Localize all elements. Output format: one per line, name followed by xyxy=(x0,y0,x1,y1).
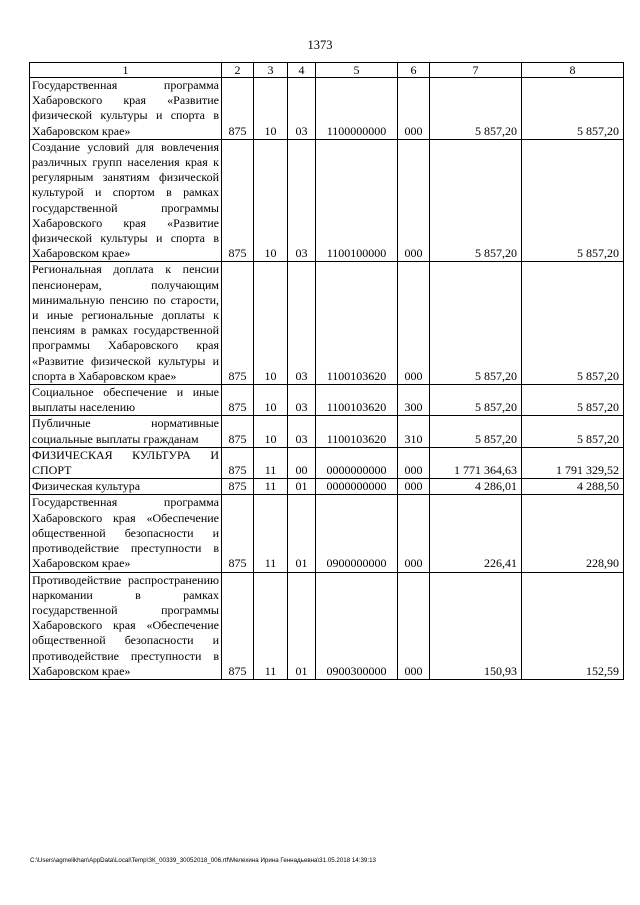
table-row xyxy=(30,479,624,495)
file-path-footer: C:\Users\agmelikhan\AppData\Local\Temp\ЗК_00339_30052018_006.rtf\Мелехина Ирина Геннадьевна\31.05.2018 14:39:13 xyxy=(30,857,376,864)
cell-target-code: 1100100000 xyxy=(316,139,398,262)
cell-target-code: 0900300000 xyxy=(316,572,398,679)
cell-amount-2: 5 857,20 xyxy=(522,385,624,416)
cell-amount-1: 4 286,01 xyxy=(430,479,522,495)
cell-amount-1: 5 857,20 xyxy=(430,385,522,416)
table-row xyxy=(30,139,624,262)
table-row xyxy=(30,495,624,572)
cell-section: 10 xyxy=(254,385,288,416)
cell-amount-1: 226,41 xyxy=(430,495,522,572)
col-header: 8 xyxy=(522,63,624,78)
row-name: Государственная программа Хабаровского края «Обеспечение общественной безопасности и противодействие преступности в Хабаровском крае» xyxy=(30,495,222,572)
col-header: 1 xyxy=(30,63,222,78)
row-name: Государственная программа Хабаровского края «Развитие физической культуры и спорта в Хабаровском крае» xyxy=(30,78,222,140)
cell-amount-2: 1 791 329,52 xyxy=(522,447,624,478)
cell-section: 11 xyxy=(254,572,288,679)
table-row xyxy=(30,262,624,385)
col-header: 6 xyxy=(398,63,430,78)
cell-target-code: 1100103620 xyxy=(316,385,398,416)
col-header: 3 xyxy=(254,63,288,78)
cell-target-code: 1100000000 xyxy=(316,78,398,140)
cell-target-code: 1100103620 xyxy=(316,262,398,385)
cell-ministry: 875 xyxy=(222,479,254,495)
table-row xyxy=(30,572,624,679)
table-row xyxy=(30,416,624,447)
cell-expense-type: 000 xyxy=(398,262,430,385)
budget-table xyxy=(29,62,624,680)
cell-amount-2: 5 857,20 xyxy=(522,416,624,447)
cell-expense-type: 000 xyxy=(398,479,430,495)
row-name: Создание условий для вовлечения различных групп населения края к регулярным занятиям физической культурой и спортом в рамках государственной программы Хабаровского края «Развитие физической культуры и спорта в Хабаровском крае» xyxy=(30,139,222,262)
cell-ministry: 875 xyxy=(222,139,254,262)
table-row xyxy=(30,78,624,140)
cell-amount-2: 228,90 xyxy=(522,495,624,572)
cell-target-code: 0900000000 xyxy=(316,495,398,572)
cell-subsection: 03 xyxy=(288,416,316,447)
cell-section: 11 xyxy=(254,495,288,572)
cell-expense-type: 000 xyxy=(398,447,430,478)
cell-target-code: 0000000000 xyxy=(316,479,398,495)
cell-expense-type: 000 xyxy=(398,572,430,679)
row-name: Публичные нормативные социальные выплаты гражданам xyxy=(30,416,222,447)
cell-ministry: 875 xyxy=(222,416,254,447)
cell-expense-type: 000 xyxy=(398,78,430,140)
cell-section: 11 xyxy=(254,447,288,478)
col-header: 4 xyxy=(288,63,316,78)
cell-ministry: 875 xyxy=(222,385,254,416)
col-header: 5 xyxy=(316,63,398,78)
cell-expense-type: 000 xyxy=(398,139,430,262)
col-header: 2 xyxy=(222,63,254,78)
cell-target-code: 0000000000 xyxy=(316,447,398,478)
col-header: 7 xyxy=(430,63,522,78)
cell-subsection: 00 xyxy=(288,447,316,478)
cell-section: 10 xyxy=(254,139,288,262)
cell-ministry: 875 xyxy=(222,78,254,140)
cell-section: 10 xyxy=(254,416,288,447)
cell-amount-1: 5 857,20 xyxy=(430,78,522,140)
cell-target-code: 1100103620 xyxy=(316,416,398,447)
cell-section: 10 xyxy=(254,262,288,385)
cell-expense-type: 300 xyxy=(398,385,430,416)
table-row xyxy=(30,447,624,478)
row-name: Социальное обеспечение и иные выплаты населению xyxy=(30,385,222,416)
cell-ministry: 875 xyxy=(222,262,254,385)
cell-subsection: 03 xyxy=(288,78,316,140)
cell-subsection: 03 xyxy=(288,385,316,416)
cell-amount-1: 150,93 xyxy=(430,572,522,679)
row-name: Противодействие распространению наркомании в рамках государственной программы Хабаровского края «Обеспечение общественной безопасности и противодействие преступности в Хабаровском крае» xyxy=(30,572,222,679)
cell-amount-1: 5 857,20 xyxy=(430,262,522,385)
cell-subsection: 01 xyxy=(288,479,316,495)
cell-ministry: 875 xyxy=(222,572,254,679)
cell-amount-1: 5 857,20 xyxy=(430,416,522,447)
cell-amount-2: 5 857,20 xyxy=(522,78,624,140)
cell-subsection: 03 xyxy=(288,139,316,262)
cell-section: 10 xyxy=(254,78,288,140)
cell-section: 11 xyxy=(254,479,288,495)
cell-expense-type: 000 xyxy=(398,495,430,572)
cell-ministry: 875 xyxy=(222,447,254,478)
row-name: Региональная доплата к пенсии пенсионерам, получающим минимальную пенсию по старости, и иные региональные доплаты к пенсиям в рамках государственной программы Хабаровского края «Развитие физической культуры и спорта в Хабаровском крае» xyxy=(30,262,222,385)
table-row xyxy=(30,385,624,416)
cell-expense-type: 310 xyxy=(398,416,430,447)
cell-amount-1: 1 771 364,63 xyxy=(430,447,522,478)
cell-amount-2: 5 857,20 xyxy=(522,139,624,262)
cell-subsection: 01 xyxy=(288,572,316,679)
row-name: ФИЗИЧЕСКАЯ КУЛЬТУРА И СПОРТ xyxy=(30,447,222,478)
cell-subsection: 03 xyxy=(288,262,316,385)
cell-subsection: 01 xyxy=(288,495,316,572)
cell-ministry: 875 xyxy=(222,495,254,572)
cell-amount-1: 5 857,20 xyxy=(430,139,522,262)
cell-amount-2: 152,59 xyxy=(522,572,624,679)
row-name: Физическая культура xyxy=(30,479,222,495)
cell-amount-2: 5 857,20 xyxy=(522,262,624,385)
header-row xyxy=(30,63,624,78)
cell-amount-2: 4 288,50 xyxy=(522,479,624,495)
page-number: 1373 xyxy=(307,38,333,52)
